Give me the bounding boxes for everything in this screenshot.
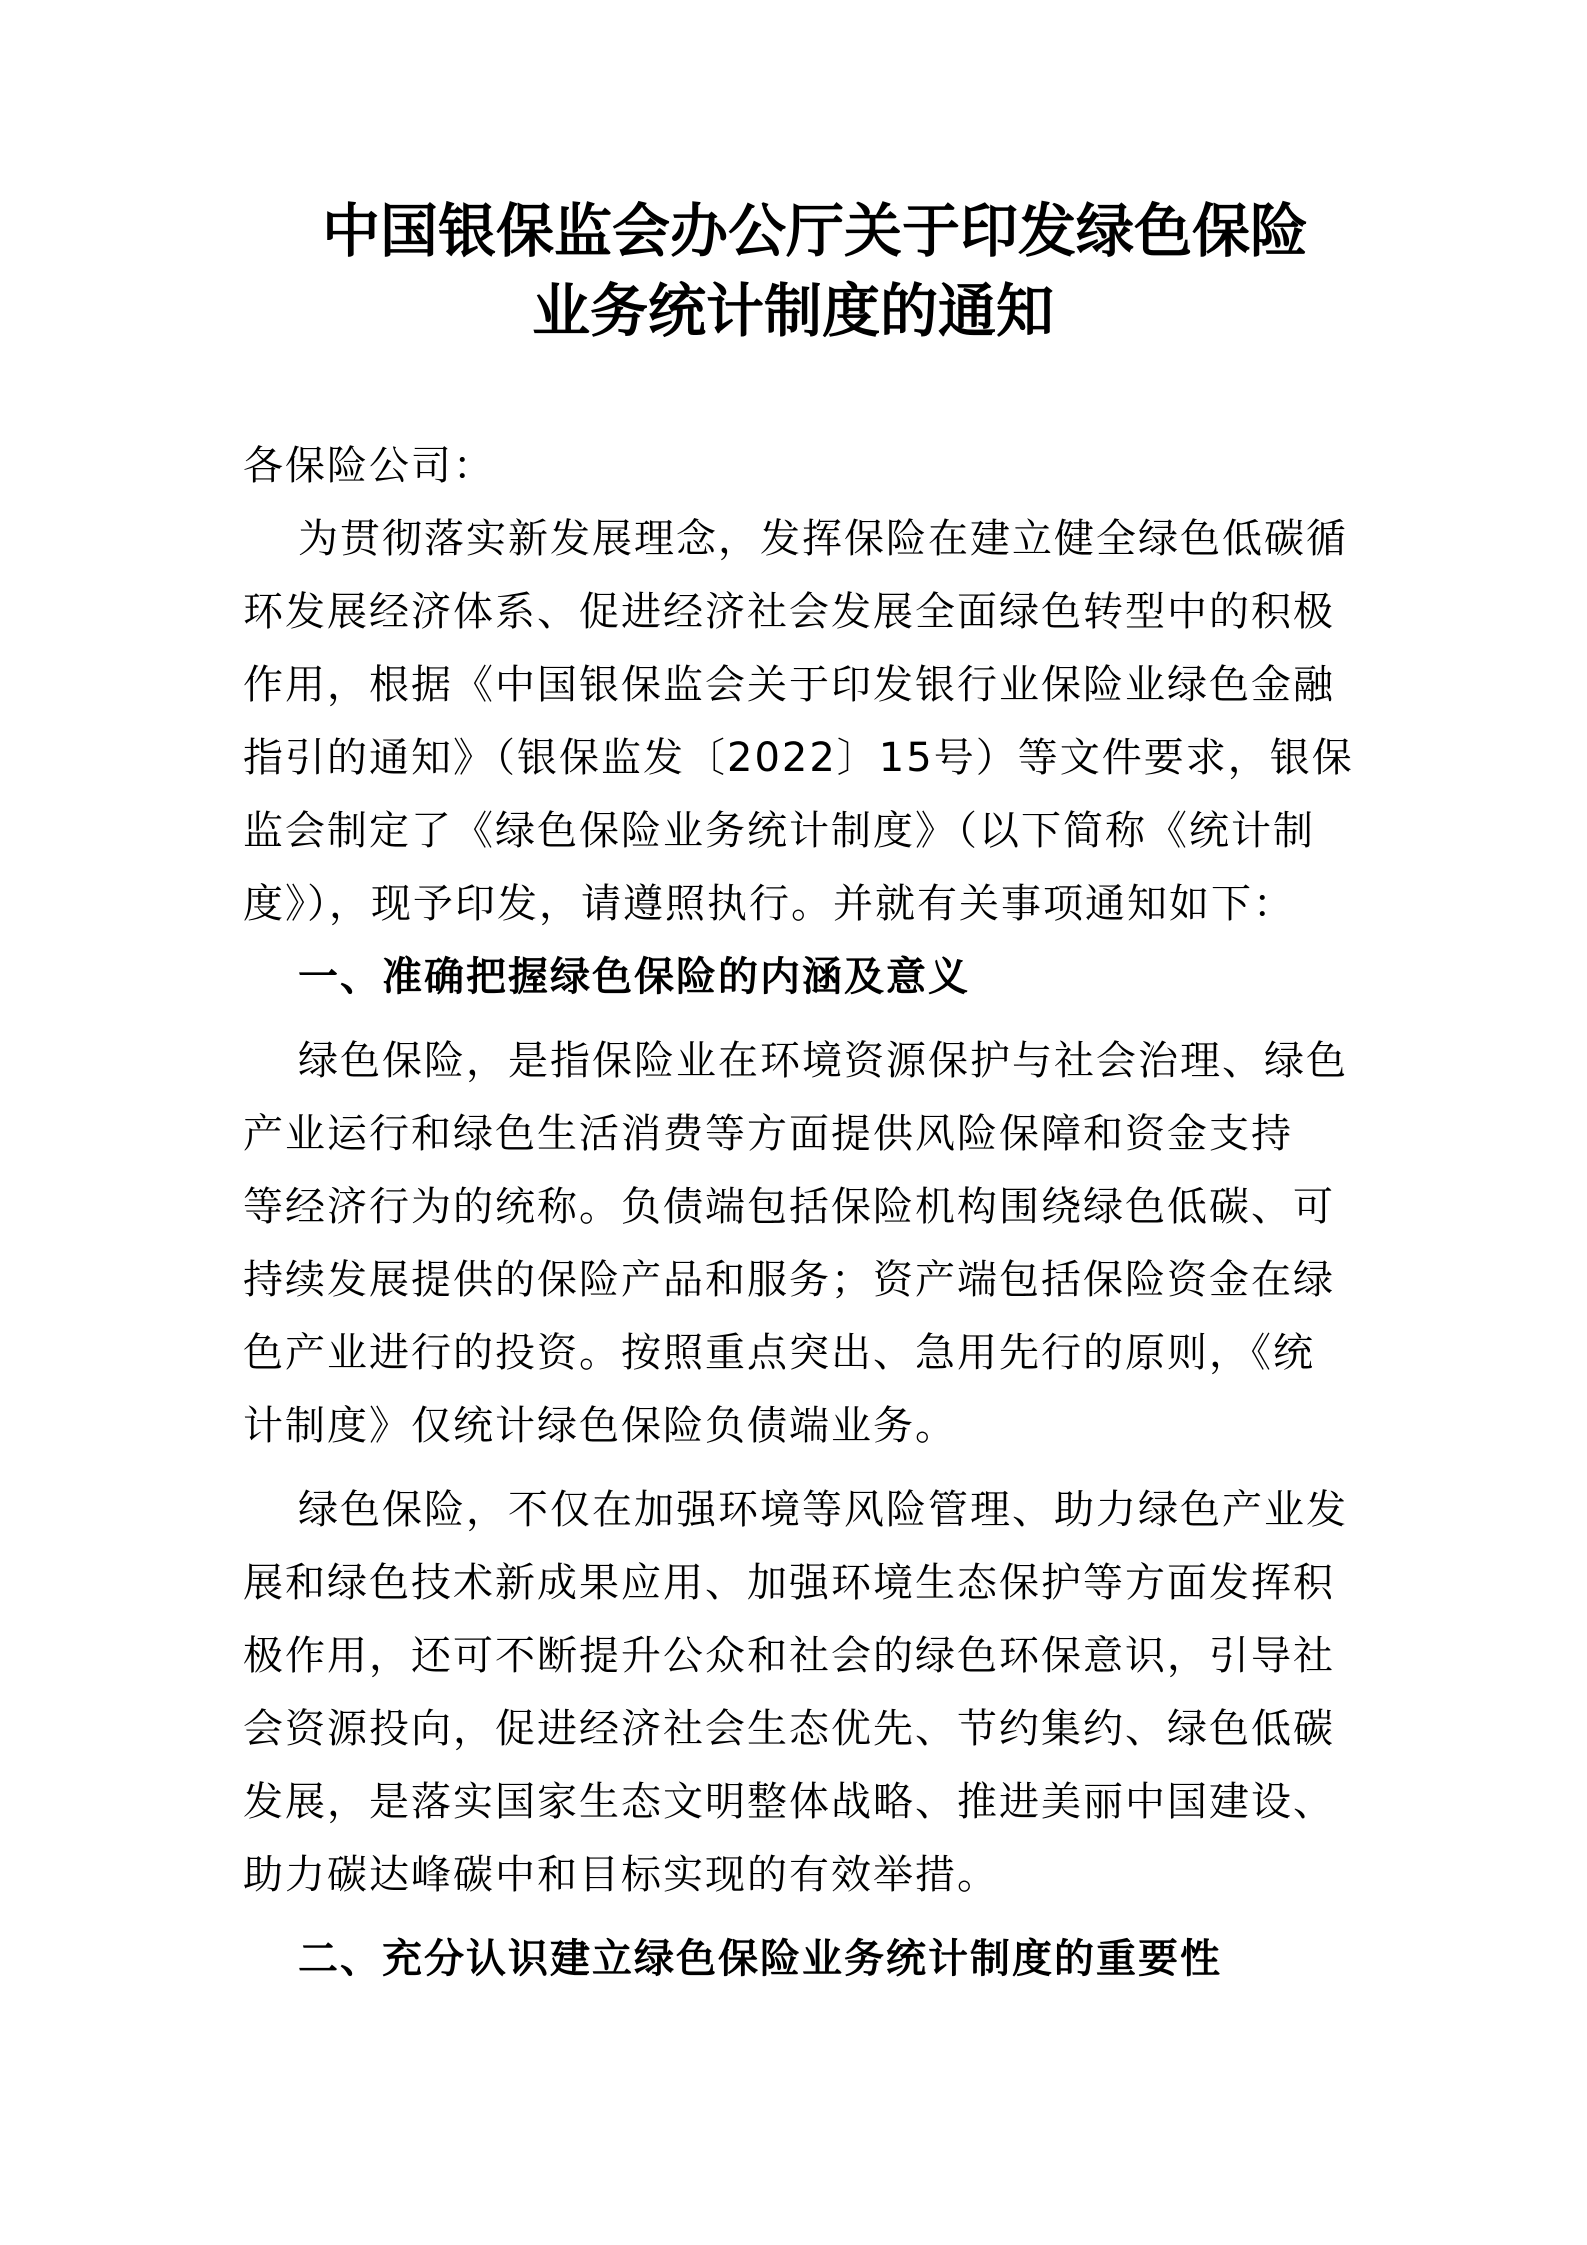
paragraph-2-line-4: 持续发展提供的保险产品和服务；资产端包括保险资金在绿 — [243, 1257, 1335, 1303]
document-title-line-1: 中国银保监会办公厅关于印发绿色保险 — [322, 197, 1309, 265]
salutation: 各保险公司： — [243, 443, 495, 489]
paragraph-2-line-5: 色产业进行的投资。按照重点突出、急用先行的原则，《统 — [243, 1330, 1315, 1376]
paragraph-3-line-2: 展和绿色技术新成果应用、加强环境生态保护等方面发挥积 — [243, 1560, 1335, 1606]
paragraph-3-line-5: 发展，是落实国家生态文明整体战略、推进美丽中国建设、 — [243, 1779, 1335, 1825]
paragraph-1-line-6: 度》），现予印发，请遵照执行。并就有关事项通知如下： — [243, 881, 1295, 927]
section-heading-1: 一、准确把握绿色保险的内涵及意义 — [298, 954, 970, 1000]
paragraph-1-line-3: 作用，根据《中国银保监会关于印发银行业保险业绿色金融 — [243, 662, 1335, 708]
paragraph-1-line-4: 指引的通知》（银保监发〔2022〕15号）等文件要求，银保 — [243, 735, 1354, 781]
paragraph-2-line-1: 绿色保险，是指保险业在环境资源保护与社会治理、绿色 — [298, 1038, 1348, 1084]
paragraph-3-line-6: 助力碳达峰碳中和目标实现的有效举措。 — [243, 1852, 999, 1898]
paragraph-3-line-4: 会资源投向，促进经济社会生态优先、节约集约、绿色低碳 — [243, 1706, 1335, 1752]
paragraph-2-line-3: 等经济行为的统称。负债端包括保险机构围绕绿色低碳、可 — [243, 1184, 1335, 1230]
paragraph-2-line-6: 计制度》仅统计绿色保险负债端业务。 — [243, 1403, 957, 1449]
section-heading-2: 二、充分认识建立绿色保险业务统计制度的重要性 — [298, 1936, 1222, 1982]
document-title-line-2: 业务统计制度的通知 — [532, 277, 1055, 345]
paragraph-2-line-2: 产业运行和绿色生活消费等方面提供风险保障和资金支持 — [243, 1111, 1293, 1157]
paragraph-1-line-5: 监会制定了《绿色保险业务统计制度》（以下简称《统计制 — [243, 808, 1315, 854]
paragraph-3-line-1: 绿色保险，不仅在加强环境等风险管理、助力绿色产业发 — [298, 1487, 1348, 1533]
paragraph-1-line-1: 为贯彻落实新发展理念，发挥保险在建立健全绿色低碳循 — [298, 516, 1348, 562]
paragraph-3-line-3: 极作用，还可不断提升公众和社会的绿色环保意识，引导社 — [243, 1633, 1335, 1679]
paragraph-1-line-2: 环发展经济体系、促进经济社会发展全面绿色转型中的积极 — [243, 589, 1335, 635]
